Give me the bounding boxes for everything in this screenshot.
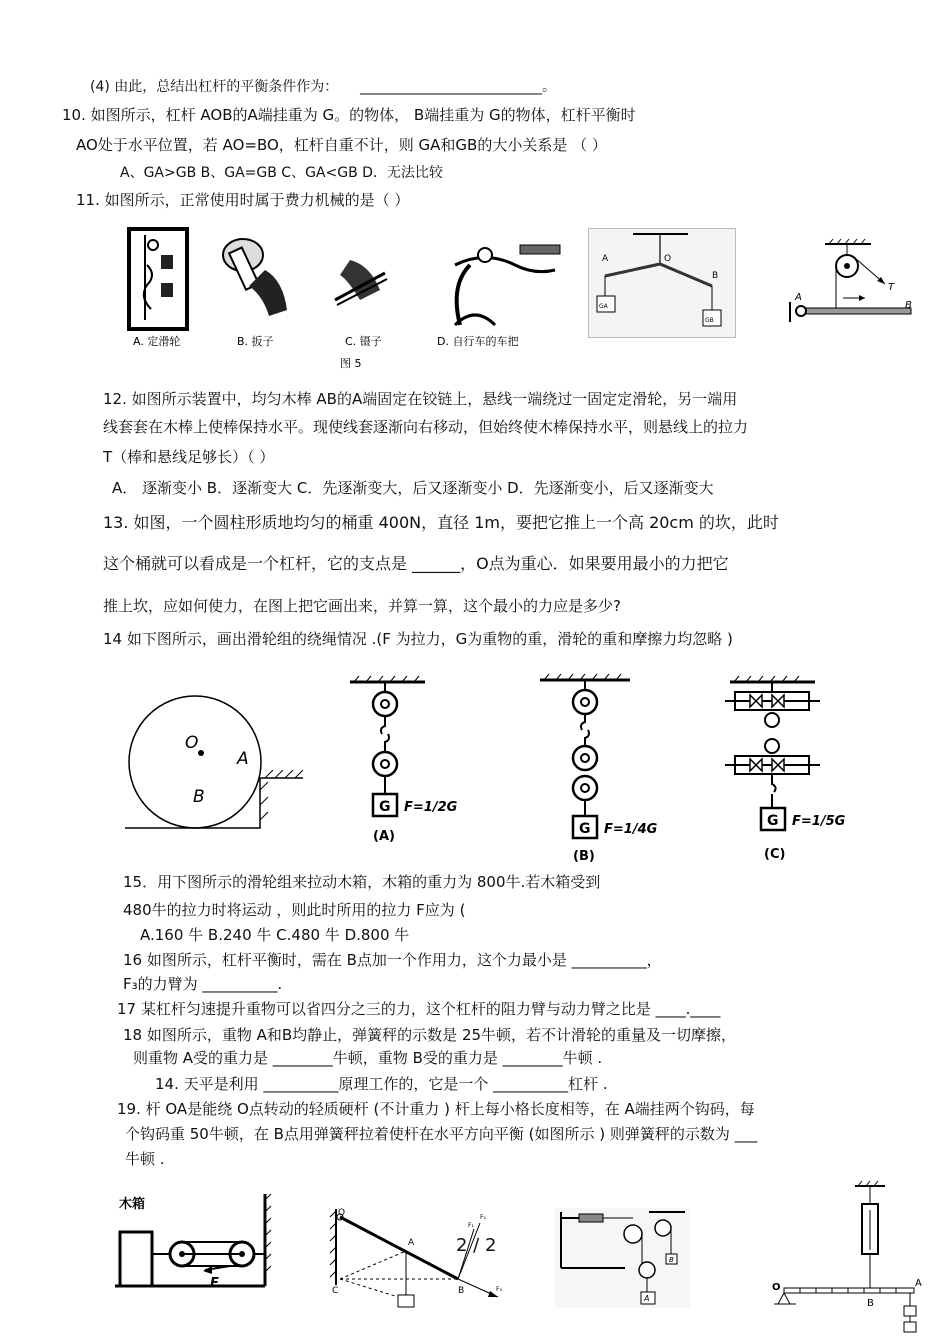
fig10-label-b: B — [712, 271, 719, 281]
q9-4-text: (4) 由此，总结出杠杆的平衡条件作为： — [90, 79, 339, 95]
fig13-label-b: B — [193, 787, 205, 807]
fig11-caption-d: D. 自行车的车把 — [437, 335, 519, 348]
fig16-label-b: B — [458, 1286, 465, 1296]
fig14-c-label: (C) — [764, 847, 786, 862]
figure-q18-spring-scale — [555, 1208, 690, 1308]
q12-line3: T（棒和悬线足够长）（ ） — [103, 448, 275, 466]
fig13-label-o: O — [185, 733, 199, 753]
fig14-c-g: G — [767, 813, 779, 829]
figure-q12-rod-pulley — [785, 238, 915, 328]
q17-text: 17 某杠杆匀速提升重物可以省四分之三的力，这个杠杆的阻力臂与动力臂之比是 ____.____ — [117, 1000, 721, 1018]
q10-line2: AO处于水平位置，若 AO=BO，杠杆自重不计，则 GA和GB的大小关系是 （ ） — [76, 136, 607, 154]
pulley-system-a — [350, 676, 458, 844]
fig19-label-o: O — [772, 1282, 781, 1293]
q14-text: 14 如下图所示，画出滑轮组的绕绳情况 .(F 为拉力，G为重物的重，滑轮的重和摩擦力均忽略 ) — [103, 630, 733, 648]
q12-line2: 线套套在木棒上使棒保持水平。现使线套逐渐向右移动，但始终使木棒保持水平，则悬线上的拉力 — [103, 418, 749, 436]
fig19-label-a: A — [915, 1278, 922, 1289]
q16-line1: 16 如图所示，杠杆平衡时，需在 B点加一个作用力，这个力最小是 __________， — [123, 951, 662, 969]
q19-line3: 牛顿 . — [125, 1150, 165, 1168]
q12-options: A． 逐渐变小 B．逐渐变大 C．先逐渐变大，后又逐渐变小 D．先逐渐变小，后又逐渐变大 — [112, 479, 714, 497]
figure-q15-box — [115, 1190, 275, 1295]
q15-line2: 480牛的拉力时将运动 ，则此时所用的拉力 F应为 ( — [123, 901, 466, 919]
fig13-label-a: A — [237, 749, 249, 769]
fig12-label-t: T — [888, 282, 895, 293]
fig14-c-force: F=1/5G — [792, 814, 846, 829]
fig12-label-b: B — [905, 300, 912, 311]
fig10-label-a: A — [602, 254, 609, 264]
fig14-b-label: (B) — [573, 849, 595, 864]
fig19-label-b: B — [867, 1298, 874, 1309]
q14b-text: 14. 天平是利用 __________原理工作的，它是一个 __________杠杆 . — [155, 1075, 608, 1093]
fig11-caption-b: B. 扳子 — [237, 335, 274, 348]
fig11-caption-a: A. 定滑轮 — [133, 335, 181, 348]
fig15-box-label: 木箱 — [119, 1197, 146, 1212]
fig12-label-a: A — [795, 292, 802, 303]
fig16-label-f2: F₂ — [480, 1214, 486, 1221]
q13-line2: 这个桶就可以看成是一个杠杆，它的支点是 ______，O点为重心．如果要用最小的力把它 — [103, 554, 729, 573]
figure-q11-tools — [125, 225, 565, 375]
q12-line1: 12. 如图所示装置中，均匀木棒 AB的A端固定在铰链上，悬线一端绕过一固定定滑轮，另一端用 — [103, 390, 738, 408]
pulley-system-b — [540, 674, 658, 864]
fig10-label-gb: GB — [705, 317, 714, 324]
fig15-label-f: F — [210, 1276, 219, 1291]
fixed-pulley-image — [129, 229, 187, 329]
q10-line1: 10. 如图所示，杠杆 AOB的A端挂重为 G。的物体， B端挂重为 G的物体，杠杆平衡时 — [62, 106, 636, 124]
fig10-label-o: O — [664, 254, 672, 264]
q19-line2: 个钩码重 50牛顿，在 B点用弹簧秤拉着使杆在水平方向平衡 (如图所示 ) 则弹簧秤的示数为 ___ — [125, 1125, 758, 1143]
fig18-label-b: B — [669, 1256, 674, 1264]
fig14-a-label: (A) — [373, 829, 395, 844]
fig11-caption-c: C. 镊子 — [345, 335, 382, 348]
fig16-label-o: O — [338, 1208, 346, 1218]
q13-line1: 13. 如图，一个圆柱形质地均匀的桶重 400N，直径 1m，要把它推上一个高 20cm 的坎，此时 — [103, 513, 779, 532]
page-number: 2 / 2 — [456, 1235, 497, 1256]
wrench-image — [223, 239, 287, 316]
q18-line1: 18 如图所示，重物 A和B均静止，弹簧秤的示数是 25牛顿，若不计滑轮的重量及一切摩擦， — [123, 1026, 737, 1044]
fig14-a-force: F=1/2G — [404, 800, 458, 815]
tweezers-image — [335, 260, 387, 305]
q18-line2: 则重物 A受的重力是 ________牛顿，重物 B受的重力是 ________牛顿 . — [133, 1049, 603, 1067]
q16-line2: F₃的力臂为 __________. — [123, 975, 283, 993]
figure-q14-pulleys — [340, 670, 895, 870]
fig10-label-ga: GA — [599, 303, 608, 310]
fig16-label-f1: F₁ — [468, 1222, 474, 1229]
fig14-b-g: G — [579, 821, 591, 837]
q9-4-blank[interactable]: __________________________。 — [360, 79, 556, 95]
fig14-b-force: F=1/4G — [604, 822, 658, 837]
q11-text: 11. 如图所示，正常使用时属于费力机械的是（ ） — [76, 191, 410, 209]
fig16-label-f3: F₃ — [496, 1286, 502, 1293]
figure-q13-barrel — [125, 690, 310, 835]
figure-q16-lever — [328, 1205, 508, 1310]
figure-q19-lever — [770, 1180, 935, 1340]
fig16-label-a: A — [408, 1238, 415, 1248]
q10-options: A、GA>GB B、GA=GB C、GA<GB D．无法比较 — [120, 165, 443, 181]
fig16-label-c: C — [332, 1286, 339, 1296]
fig18-label-a: A — [644, 1294, 650, 1303]
bicycle-handlebar-image — [455, 245, 560, 325]
fig14-a-g: G — [379, 799, 391, 815]
fig11-figure-number: 图 5 — [340, 357, 362, 370]
figure-q10-lever — [588, 228, 736, 338]
q13-line3: 推上坎，应如何使力，在图上把它画出来，并算一算，这个最小的力应是多少? — [103, 597, 621, 615]
q15-line1: 15．用下图所示的滑轮组来拉动木箱，木箱的重力为 800牛.若木箱受到 — [123, 873, 601, 891]
pulley-system-c — [725, 676, 846, 862]
q19-line1: 19. 杆 OA是能绕 O点转动的轻质硬杆 (不计重力 ) 杆上每小格长度相等，在 A端挂两个钩码，每 — [117, 1100, 755, 1118]
q15-options: A.160 牛 B.240 牛 C.480 牛 D.800 牛 — [140, 926, 410, 944]
